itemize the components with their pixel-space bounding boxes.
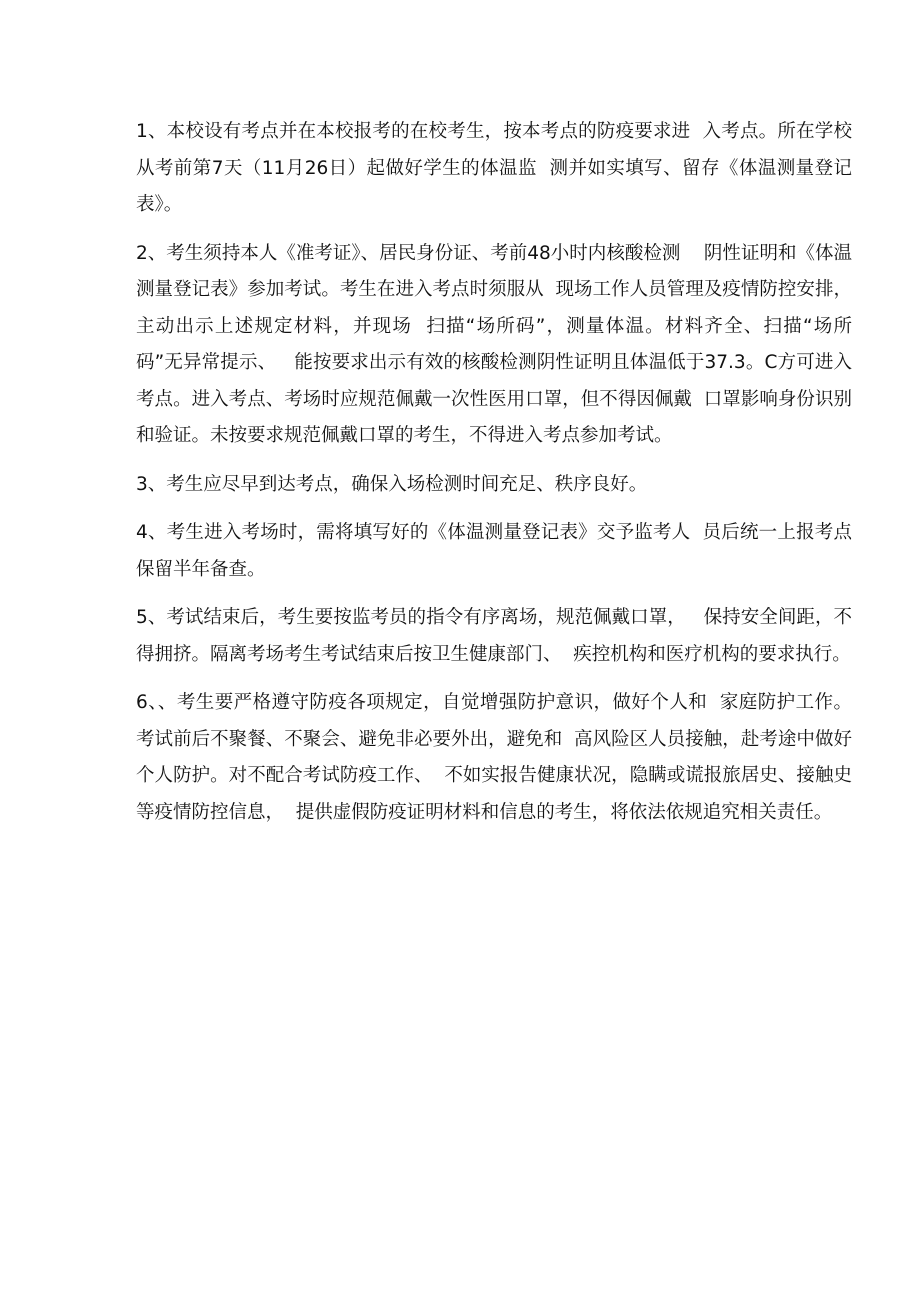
- paragraph-1: 1、本校设有考点并在本校报考的在校考生，按本考点的防疫要求进 入考点。所在学校从考前第7天（11月26日）起做好学生的体温监 测并如实填写、留存《体温测量登记表》。: [136, 121, 852, 215]
- paragraph-6: 6、、考生要严格遵守防疫各项规定，自觉增强防护意识，做好个人和 家庭防护工作。考试前后不聚餐、不聚会、避免非必要外出，避免和 高风险区人员接触，赴考途中做好个人防护。对不配合考试防疫工作、 不如实报告健康状况，隐瞒或谎报旅居史、接触史等疫情防控信息， 提供虚假防疫证明材料和信息的考生，将依法依规追究相关责任。: [136, 692, 852, 823]
- paragraph-2: 2、考生须持本人《准考证》、居民身份证、考前48小时内核酸检测 阴性证明和《体温测量登记表》参加考试。考生在进入考点时须服从 现场工作人员管理及疫情防控安排，主动出示上述规定材料，并现场 扫描“场所码”，测量体温。材料齐全、扫描“场所码”无异常提示、 能按要求出示有效的核酸检测阴性证明且体温低于37.3。C方可进入 考点。进入考点、考场时应规范佩戴一次性医用口罩，但不得因佩戴 口罩影响身份识别和验证。未按要求规范佩戴口罩的考生，不得进入考点参加考试。: [136, 242, 864, 446]
- paragraph-4: 4、考生进入考场时，需将填写好的《体温测量登记表》交予监考人 员后统一上报考点保留半年备查。: [136, 522, 852, 580]
- paragraph-5: 5、考试结束后，考生要按监考员的指令有序离场，规范佩戴口罩， 保持安全间距，不得拥挤。隔离考场考生考试结束后按卫生健康部门、 疾控机构和医疗机构的要求执行。: [136, 607, 852, 665]
- document-body: [136, 114, 864, 843]
- paragraph-3: 3、考生应尽早到达考点，确保入场检测时间充足、秩序良好。: [136, 473, 648, 495]
